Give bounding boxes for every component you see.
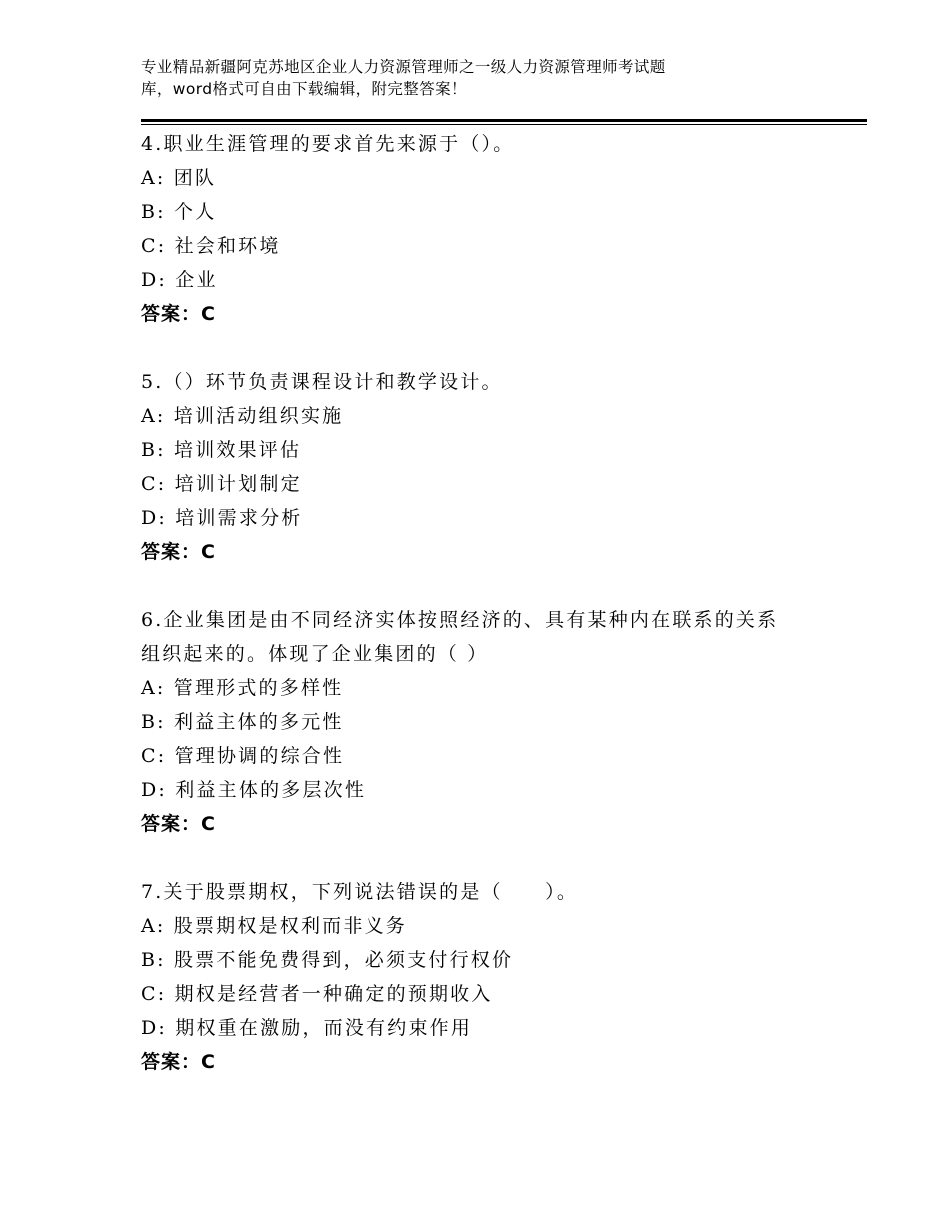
answer-label: 答案：C <box>141 541 216 563</box>
question-list <box>141 127 821 1079</box>
option-c: C: 期权是经营者一种确定的预期收入 <box>141 983 493 1005</box>
question-6 <box>141 603 821 841</box>
question-stem-line-2: 组织起来的。体现了企业集团的（ ） <box>141 643 489 665</box>
answer-label: 答案：C <box>141 1051 216 1073</box>
document-header <box>141 56 781 100</box>
answer-label: 答案：C <box>141 813 216 835</box>
option-c: C: 管理协调的综合性 <box>141 745 345 767</box>
option-c: C: 社会和环境 <box>141 235 281 257</box>
question-stem: 4.职业生涯管理的要求首先来源于（）。 <box>141 133 515 155</box>
option-d: D: 企业 <box>141 269 218 291</box>
question-spacer <box>141 331 821 365</box>
option-a: A: 培训活动组织实施 <box>141 405 344 427</box>
question-stem: 7.关于股票期权，下列说法错误的是（ ）。 <box>141 881 579 903</box>
question-spacer <box>141 841 821 875</box>
option-d: D: 期权重在激励，而没有约束作用 <box>141 1017 473 1039</box>
question-stem: 5.（）环节负责课程设计和教学设计。 <box>141 371 503 393</box>
header-divider-thick <box>141 119 867 122</box>
header-line-1: 专业精品新疆阿克苏地区企业人力资源管理师之一级人力资源管理师考试题 <box>141 58 666 76</box>
option-b: B: 股票不能免费得到，必须支付行权价 <box>141 949 514 971</box>
answer-label: 答案：C <box>141 303 216 325</box>
option-b: B: 个人 <box>141 201 217 223</box>
option-b: B: 培训效果评估 <box>141 439 302 461</box>
option-d: D: 利益主体的多层次性 <box>141 779 367 801</box>
question-spacer <box>141 569 821 603</box>
question-5 <box>141 365 821 569</box>
question-7 <box>141 875 821 1079</box>
header-line-2: 库，word格式可自由下载编辑，附完整答案！ <box>141 80 467 98</box>
option-a: A: 股票期权是权利而非义务 <box>141 915 407 937</box>
question-4 <box>141 127 821 331</box>
option-a: A: 管理形式的多样性 <box>141 677 344 699</box>
option-b: B: 利益主体的多元性 <box>141 711 344 733</box>
header-divider-thin <box>141 124 867 125</box>
option-c: C: 培训计划制定 <box>141 473 302 495</box>
option-d: D: 培训需求分析 <box>141 507 303 529</box>
question-stem-line-1: 6.企业集团是由不同经济实体按照经济的、具有某种内在联系的关系 <box>141 609 779 631</box>
option-a: A: 团队 <box>141 167 217 189</box>
